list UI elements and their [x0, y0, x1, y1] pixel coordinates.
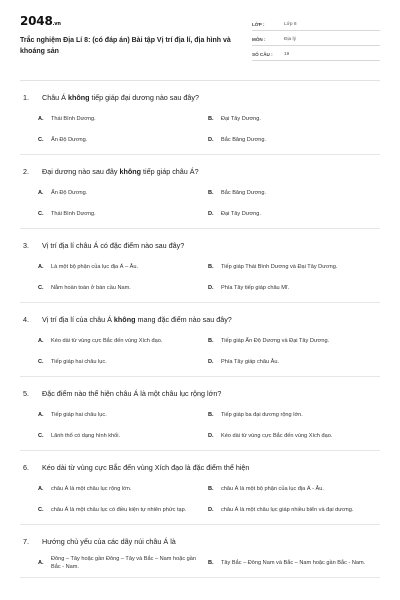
option-letter: C. [38, 284, 44, 291]
option-text: Đông – Tây hoặc gần Đông – Tây và Bắc – Nam hoặc gần Bắc - Nam. [51, 555, 197, 570]
question-text-part: Châu Á [42, 93, 68, 102]
answer-option[interactable] [208, 256, 378, 277]
option-text: châu Á là một châu lục giáp nhiều biển và đại dương. [221, 506, 354, 513]
question-text [20, 155, 380, 177]
header-left [20, 14, 252, 80]
answer-option[interactable] [208, 182, 378, 203]
option-text: Là một bộ phận của lục địa Á – Âu. [51, 263, 139, 270]
answer-option[interactable] [208, 129, 378, 150]
option-text: Kéo dài từ vùng cực Bắc đến vùng Xích đạo. [221, 432, 333, 439]
question-text [20, 81, 380, 103]
logo-suffix: .vn [52, 21, 61, 27]
answer-option[interactable] [208, 499, 378, 520]
option-text: Ấn Độ Dương. [51, 189, 88, 196]
option-letter: A. [38, 115, 44, 122]
question-number: 2. [23, 167, 29, 176]
option-letter: B. [208, 411, 214, 418]
option-text: Tiếp giáp ba đại dương rộng lớn. [221, 411, 303, 418]
question-text [20, 451, 380, 473]
meta-value: Lớp 8 [284, 22, 297, 27]
answer-option[interactable] [38, 351, 208, 372]
meta-info [252, 14, 380, 80]
option-letter: D. [208, 506, 214, 513]
question-item [20, 451, 380, 525]
option-letter: A. [38, 559, 44, 566]
header [20, 0, 380, 80]
answer-option[interactable] [38, 552, 208, 573]
question-text-part: Vị trí địa lí của châu Á [42, 315, 114, 324]
question-number: 7. [23, 537, 29, 546]
option-letter: A. [38, 337, 44, 344]
option-text: Tiếp giáp Ấn Độ Dương và Đại Tây Dương. [221, 337, 330, 344]
option-letter: B. [208, 189, 214, 196]
option-text: Tiếp giáp hai châu lục. [51, 411, 107, 418]
option-letter: C. [38, 210, 44, 217]
option-letter: D. [208, 284, 214, 291]
option-text: châu Á là một châu lục rộng lớn. [51, 485, 132, 492]
answer-option[interactable] [38, 256, 208, 277]
option-text: châu Á là một bộ phận của lục địa Á - Âu. [221, 485, 324, 492]
question-item [20, 81, 380, 155]
option-letter: A. [38, 485, 44, 492]
option-text: Nằm hoàn toàn ở bán cầu Nam. [51, 284, 131, 291]
answer-option[interactable] [38, 404, 208, 425]
question-emphasis: không [67, 93, 90, 102]
question-number: 4. [23, 315, 29, 324]
option-text: Lãnh thổ có dạng hình khối. [51, 432, 121, 439]
meta-row-class [252, 16, 380, 31]
meta-row-count [252, 46, 380, 61]
meta-label: MÔN : [252, 37, 266, 42]
answer-option[interactable] [38, 108, 208, 129]
question-emphasis: không [119, 167, 142, 176]
question-body [42, 463, 249, 473]
answer-option[interactable] [208, 277, 378, 298]
site-logo[interactable] [20, 14, 252, 28]
option-text: Tây Bắc – Đông Nam và Bắc – Nam hoặc gần Bắc - Nam. [221, 559, 366, 566]
question-number: 5. [23, 389, 29, 398]
answer-option[interactable] [38, 478, 208, 499]
option-letter: B. [208, 337, 214, 344]
answer-option[interactable] [208, 108, 378, 129]
option-letter: B. [208, 115, 214, 122]
question-text [20, 303, 380, 325]
option-letter: D. [208, 210, 214, 217]
option-letter: B. [208, 485, 214, 492]
option-letter: C. [38, 432, 44, 439]
answer-option[interactable] [208, 351, 378, 372]
answer-options [20, 325, 380, 376]
option-letter: A. [38, 263, 44, 270]
question-item [20, 303, 380, 377]
question-text [20, 525, 380, 547]
answer-option[interactable] [38, 499, 208, 520]
option-text: Phía Tây giáp châu Âu. [221, 358, 280, 365]
option-text: Ấn Độ Dương. [51, 136, 88, 143]
option-letter: C. [38, 136, 44, 143]
option-text: Bắc Băng Dương. [221, 136, 267, 143]
question-text-part: Đại dương nào sau đây [42, 167, 120, 176]
answer-option[interactable] [38, 277, 208, 298]
option-text: Kéo dài từ vùng cực Bắc đến vùng Xích đạo. [51, 337, 163, 344]
answer-option[interactable] [208, 404, 378, 425]
answer-option[interactable] [38, 330, 208, 351]
option-letter: C. [38, 358, 44, 365]
document-title: Trắc nghiệm Địa Lí 8: (có đáp án) Bài tập Vị trí địa lí, địa hình và khoáng sản [20, 37, 231, 55]
option-letter: A. [38, 411, 44, 418]
answer-option[interactable] [208, 425, 378, 446]
option-text: Đại Tây Dương. [221, 210, 261, 217]
option-letter: B. [208, 559, 214, 566]
meta-value: 19 [284, 52, 290, 57]
question-text-part: tiếp giáp đại dương nào sau đây? [89, 93, 199, 102]
option-letter: D. [208, 136, 214, 143]
question-body [42, 315, 232, 325]
answer-options [20, 103, 380, 154]
option-text: châu Á là một châu lục có điều kiện tự nhiên phức tạp. [51, 506, 187, 513]
meta-label: SỐ CÂU : [252, 52, 273, 57]
option-letter: D. [208, 358, 214, 365]
answer-option[interactable] [38, 425, 208, 446]
question-body [42, 389, 221, 399]
option-letter: C. [38, 506, 44, 513]
question-body [42, 241, 184, 251]
question-text-part: Vị trí địa lí châu Á có đặc điểm nào sau đây? [42, 241, 185, 250]
question-item [20, 155, 380, 229]
question-item [20, 377, 380, 451]
question-text-part: mang đặc điểm nào sau đây? [135, 315, 232, 324]
answer-options [20, 547, 380, 577]
question-text-part: Đặc điểm nào thể hiện châu Á là một châu lục rộng lớn? [42, 389, 222, 398]
answer-option[interactable] [208, 330, 378, 351]
option-text: Bắc Băng Dương. [221, 189, 267, 196]
logo-main: 2048 [20, 14, 53, 28]
question-text-part: Hướng chủ yếu của các dãy núi châu Á là [42, 537, 176, 546]
question-number: 1. [23, 93, 29, 102]
option-text: Thái Bình Dương. [51, 210, 96, 217]
question-emphasis: không [113, 315, 136, 324]
question-number: 3. [23, 241, 29, 250]
option-text: Phía Tây tiếp giáp châu Mĩ. [221, 284, 289, 291]
answer-options [20, 177, 380, 228]
answer-options [20, 473, 380, 524]
meta-label: LỚP : [252, 22, 265, 27]
question-text-part: tiếp giáp châu Á? [141, 167, 199, 176]
answer-option[interactable] [208, 203, 378, 224]
answer-option[interactable] [38, 203, 208, 224]
question-text [20, 229, 380, 251]
option-letter: B. [208, 263, 214, 270]
question-item [20, 229, 380, 303]
question-body [42, 167, 199, 177]
answer-option[interactable] [38, 129, 208, 150]
question-body [42, 93, 199, 103]
question-list [20, 81, 380, 578]
answer-option[interactable] [208, 552, 378, 573]
meta-row-subject [252, 31, 380, 46]
question-item [20, 525, 380, 578]
option-text: Tiếp giáp hai châu lục. [51, 358, 107, 365]
question-body [42, 537, 176, 547]
question-text-part: Kéo dài từ vùng cực Bắc đến vùng Xích đạo là đặc điểm thể hiện [42, 463, 250, 472]
answer-options [20, 251, 380, 302]
answer-options [20, 399, 380, 450]
question-number: 6. [23, 463, 29, 472]
option-letter: A. [38, 189, 44, 196]
option-text: Thái Bình Dương. [51, 115, 96, 122]
answer-option[interactable] [38, 182, 208, 203]
option-text: Đại Tây Dương. [221, 115, 261, 122]
question-text [20, 377, 380, 399]
option-text: Tiếp giáp Thái Bình Dương và Đại Tây Dương. [221, 263, 338, 270]
meta-value: Địa lý [284, 37, 296, 42]
option-letter: D. [208, 432, 214, 439]
answer-option[interactable] [208, 478, 378, 499]
